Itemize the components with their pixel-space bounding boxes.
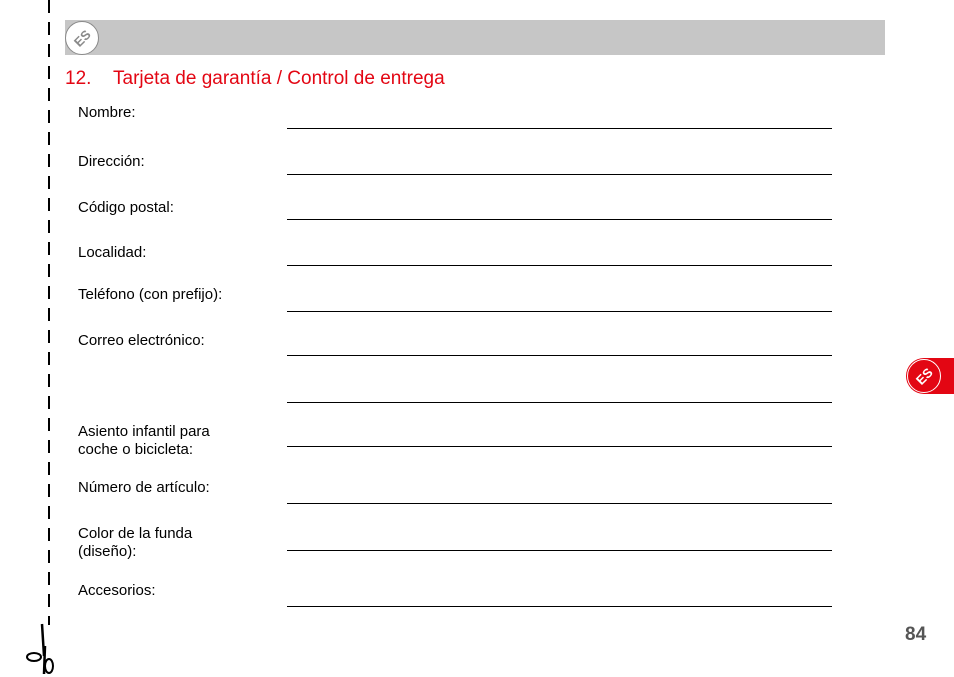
field-line-nombre	[287, 128, 832, 129]
language-tab-label: ES	[912, 364, 936, 388]
field-label-correo: Correo electrónico:	[78, 332, 205, 349]
field-line-correo-continued	[287, 402, 832, 403]
page-number: 84	[905, 624, 927, 645]
field-label-direccion: Dirección:	[78, 153, 145, 170]
field-label-numero-articulo: Número de artículo:	[78, 479, 210, 496]
field-label-accesorios: Accesorios:	[78, 582, 156, 599]
language-side-tab	[906, 358, 954, 394]
field-line-localidad	[287, 265, 832, 266]
field-line-direccion	[287, 174, 832, 175]
field-line-codigo-postal	[287, 219, 832, 220]
field-line-accesorios	[287, 606, 832, 607]
language-badge	[65, 21, 99, 55]
field-label-asiento: Asiento infantil para coche o bicicleta:	[78, 423, 210, 458]
language-badge-label: ES	[70, 26, 94, 50]
field-line-asiento	[287, 446, 832, 447]
field-label-telefono: Teléfono (con prefijo):	[78, 286, 223, 303]
language-tab-badge	[907, 359, 941, 393]
cut-guide-dashed-line	[48, 0, 50, 625]
field-line-correo	[287, 355, 832, 356]
field-label-localidad: Localidad:	[78, 244, 147, 261]
field-line-telefono	[287, 311, 832, 312]
section-number: 12.	[65, 68, 92, 89]
field-line-numero-articulo	[287, 503, 832, 504]
field-label-codigo-postal: Código postal:	[78, 199, 174, 216]
field-label-nombre: Nombre:	[78, 104, 136, 121]
section-title	[65, 68, 445, 90]
header-bar	[65, 20, 885, 55]
field-label-color-funda: Color de la funda (diseño):	[78, 525, 193, 560]
scissors-icon	[22, 622, 62, 677]
field-line-color-funda	[287, 550, 832, 551]
section-title-text: Tarjeta de garantía / Control de entrega	[113, 68, 445, 89]
